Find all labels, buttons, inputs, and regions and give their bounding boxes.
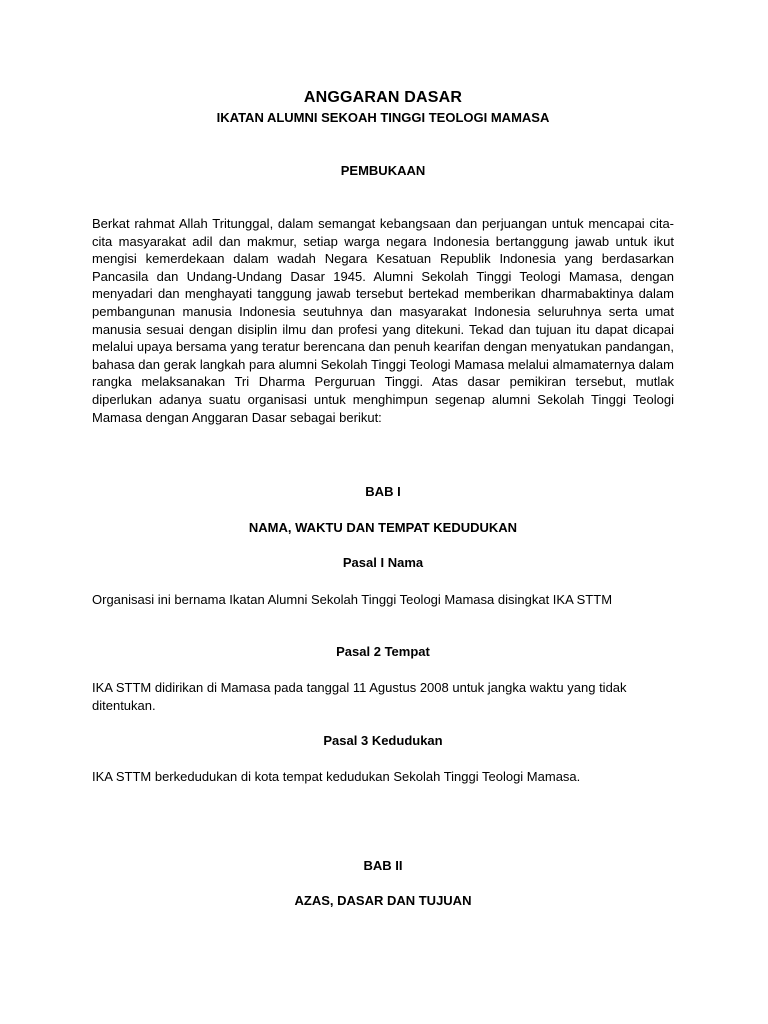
article-1-heading: Pasal I Nama [342, 555, 424, 570]
chapter-1-label: BAB I [365, 484, 401, 499]
opening-heading: PEMBUKAAN [340, 163, 426, 178]
article-3-heading: Pasal 3 Kedudukan [323, 733, 443, 748]
article-1-text: Organisasi ini bernama Ikatan Alumni Sekolah Tinggi Teologi Mamasa disingkat IKA STTM [92, 592, 613, 607]
chapter-2-label: BAB II [363, 858, 403, 873]
opening-paragraph: Berkat rahmat Allah Tritunggal, dalam semangat kebangsaan dan perjuangan untuk mencapai cita-cita masyarakat adil dan makmur, setiap warga negara Indonesia bertanggung jawab untuk ikut mengisi kemerdekaan dalam wadah Negara Kesatuan Republik Indonesia yang berdasarkan Pancasila dan Undang-Undang Dasar 1945. Alumni Sekolah Tinggi Teologi Mamasa, dengan menyadari dan menghayati tanggung jawab tersebut bertekad memberikan dharmabaktinya dalam pembangunan manusia Indonesia seutuhnya dan masyarakat Indonesia seluruhnya serta umat manusia sesuai dengan disiplin ilmu dan profesi yang ditekuni. Tekad dan tujuan itu dapat dicapai melalui upaya bersama yang teratur berencana dan penuh kearifan dengan menyatukan pandangan, bahasa dan gerak langkah para alumni Sekolah Tinggi Teologi Mamasa melalui almamaternya dalam rangka melaksanakan Tri Dharma Perguruan Tinggi. Atas dasar pemikiran tersebut, mutlak diperlukan adanya suatu organisasi untuk menghimpun segenap alumni Sekolah Tinggi Teologi Mamasa dengan Anggaran Dasar sebagai berikut: [92, 216, 674, 425]
article-2-heading: Pasal 2 Tempat [336, 644, 430, 659]
article-3-text: IKA STTM berkedudukan di kota tempat kedudukan Sekolah Tinggi Teologi Mamasa. [92, 769, 581, 784]
chapter-1-title: NAMA, WAKTU DAN TEMPAT KEDUDUKAN [248, 520, 518, 535]
article-2-text: IKA STTM didirikan di Mamasa pada tanggal 11 Agustus 2008 untuk jangka waktu yang tidak ditentukan. [92, 680, 627, 713]
document-title: ANGGARAN DASAR [303, 89, 463, 106]
document-subtitle: IKATAN ALUMNI SEKOAH TINGGI TEOLOGI MAMASA [216, 110, 550, 125]
chapter-2-title: AZAS, DASAR DAN TUJUAN [294, 893, 472, 908]
